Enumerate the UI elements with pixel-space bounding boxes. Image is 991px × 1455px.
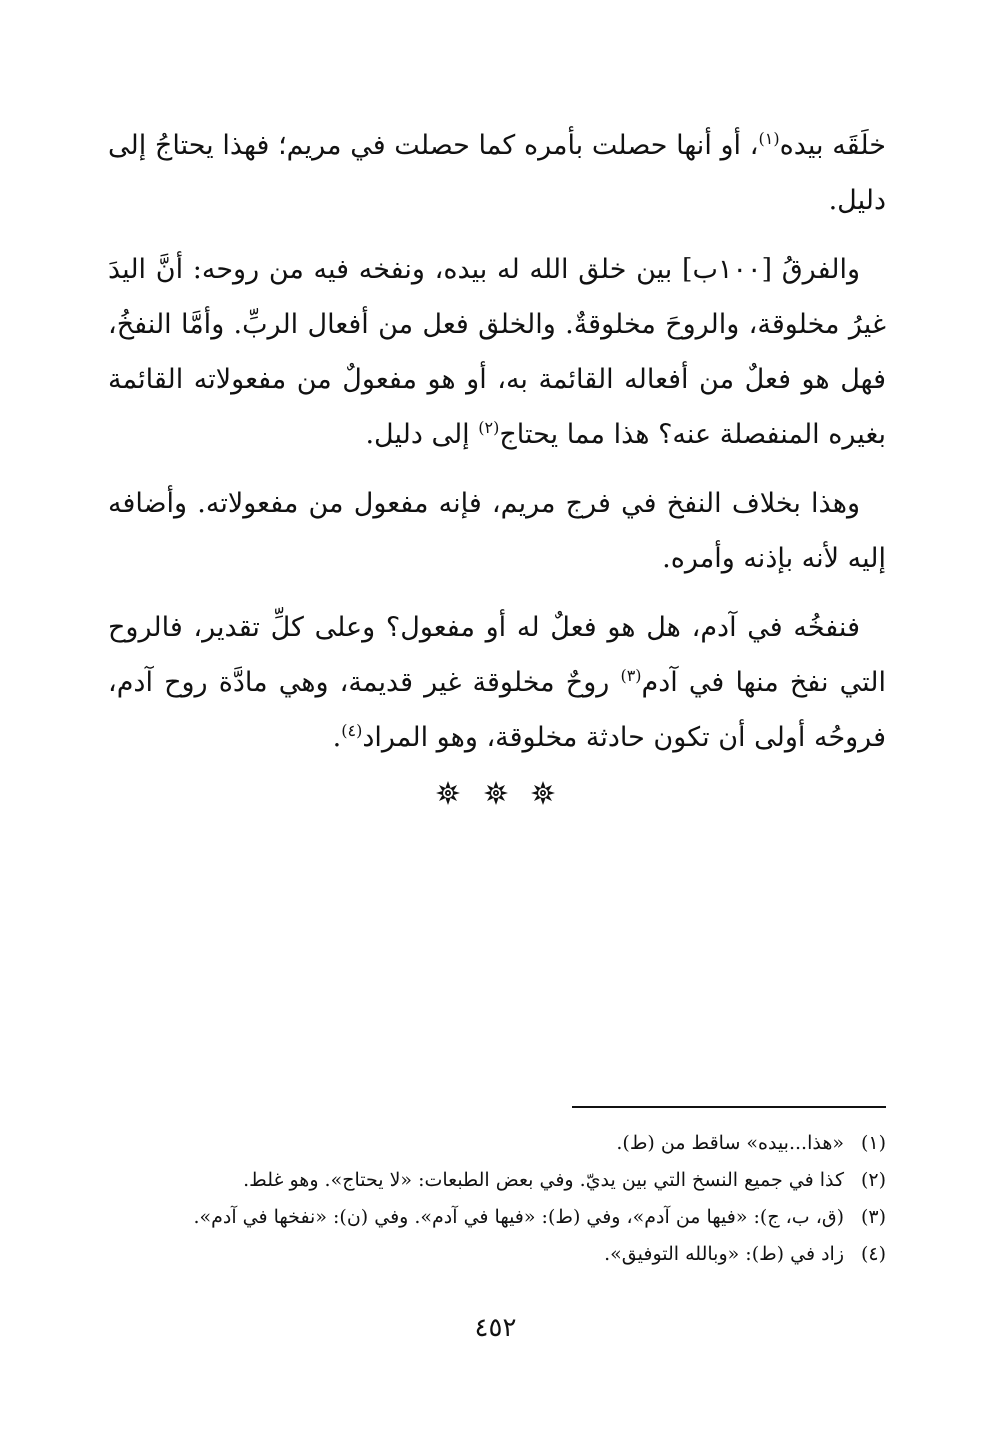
- flower-ornament-icon: [530, 780, 556, 806]
- footnote-text: (ق، ب، ج): «فيها من آدم»، وفي (ط): «فيها في آدم». وفي (ن): «نفخها في آدم».: [193, 1206, 844, 1228]
- paragraph-2-text-a: والفرقُ [١٠٠ب] بين خلق الله له بيده، ونفخه فيه من روحه: أنَّ اليدَ غيرُ مخلوقة، والروحَ مخلوقةٌ. والخلق فعل من أفعال الربِّ. وأمَّا النفخُ، فهل هو فعلٌ من أفعاله القائمة به، أو هو مفعولٌ من مفعولاته القائمة بغيره المنفصلة عنه؟ هذا مما يحتاج: [108, 254, 886, 450]
- footnote-text: زاد في (ط): «وبالله التوفيق».: [604, 1243, 844, 1265]
- section-divider-ornaments: [0, 780, 991, 806]
- paragraph-1-text-b: ، أو أنها حصلت بأمره كما حصلت في مريم؛ فهذا يحتاجُ إلى دليل.: [108, 130, 886, 216]
- footnote-1: [108, 1125, 886, 1162]
- paragraph-2-text-b: إلى دليل.: [365, 419, 479, 450]
- paragraph-4-text-a: فنفخُه في آدم، هل هو فعلٌ له أو مفعول؟ وعلى كلِّ تقدير، فالروح التي نفخ منها في آدم: [108, 612, 886, 698]
- footnote-ref-3: (٣): [620, 666, 642, 685]
- footnote-ref-2: (٢): [478, 418, 500, 437]
- footnote-text: كذا في جميع النسخ التي بين يديّ. وفي بعض الطبعات: «لا يحتاج». وهو غلط.: [243, 1169, 844, 1191]
- main-text: [108, 118, 886, 779]
- footnotes: [108, 1125, 886, 1273]
- footnote-number: (٤): [860, 1243, 886, 1265]
- footnote-ref-1: (١): [758, 129, 780, 148]
- footnote-4: [108, 1236, 886, 1273]
- flower-ornament-icon: [483, 780, 509, 806]
- paragraph-2: [108, 242, 886, 462]
- paragraph-3: وهذا بخلاف النفخ في فرج مريم، فإنه مفعول من مفعولاته. وأضافه إليه لأنه بإذنه وأمره.: [108, 488, 886, 574]
- footnote-number: (٢): [860, 1169, 886, 1191]
- footnote-3: [108, 1199, 886, 1236]
- paragraph-4: [108, 600, 886, 765]
- footnote-ref-4: (٤): [341, 721, 363, 740]
- flower-ornament-icon: [435, 780, 461, 806]
- paragraph-4-text-c: .: [332, 722, 342, 753]
- footnote-number: (٣): [860, 1206, 886, 1228]
- footnote-text: «هذا...بيده» ساقط من (ط).: [616, 1132, 844, 1154]
- footnote-separator: [572, 1106, 886, 1108]
- footnote-2: [108, 1162, 886, 1199]
- paragraph-1-text-a: خلَقَه بيده: [779, 130, 886, 161]
- page-number: ٤٥٢: [474, 1313, 517, 1343]
- footnote-number: (١): [860, 1132, 886, 1154]
- paragraph-1: [108, 118, 886, 228]
- paragraph-4-text-b: روحٌ مخلوقة غير قديمة، وهي مادَّة روح آدم، فروحُه أولى أن تكون حادثة مخلوقة، وهو المراد: [108, 667, 886, 753]
